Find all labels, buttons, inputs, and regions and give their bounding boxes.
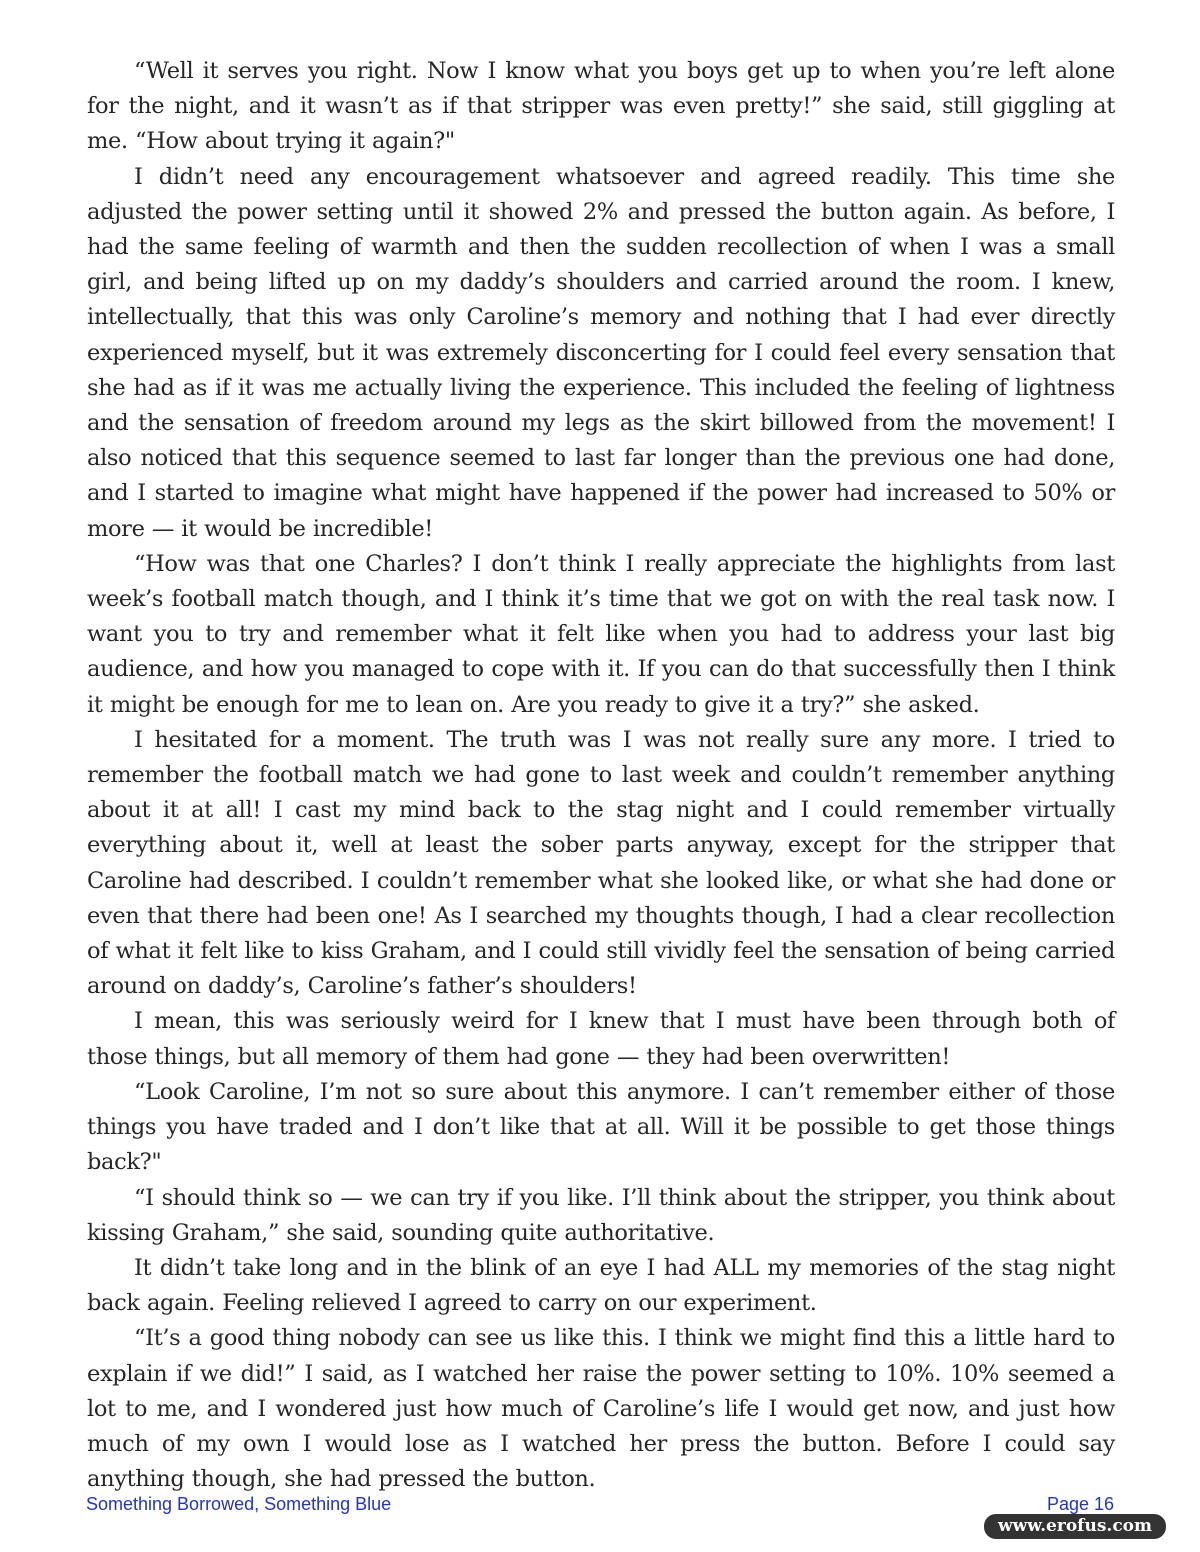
story-body: [87, 54, 1115, 1497]
paragraph: “Look Caroline, I’m not so sure about this anymore. I can’t remember either of those things you have traded and I don’t like that at all. Will it be possible to get those things back?": [87, 1078, 1115, 1176]
paragraph: “How was that one Charles? I don’t think I really appreciate the highlights from last week’s football match though, and I think it’s time that we got on with the real task now. I want you to try and remember what it felt like when you had to address your last big audience, and how you managed to cope with it. If you can do that successfully then I think it might be enough for me to lean on. Are you ready to give it a try?” she asked.: [87, 550, 1115, 718]
paragraph: “It’s a good thing nobody can see us like this. I think we might find this a little hard to explain if we did!” I said, as I watched her raise the power setting to 10%. 10% seemed a lot to me, and I wondered just how much of Caroline’s life I would get now, and just how much of my own I would lose as I watched her press the button. Before I could say anything though, she had pressed the button.: [87, 1325, 1115, 1493]
paragraph: “Well it serves you right. Now I know what you boys get up to when you’re left alone for the night, and it wasn’t as if that stripper was even pretty!” she said, still giggling at me. “How about trying it again?": [87, 58, 1115, 155]
paragraph: I mean, this was seriously weird for I knew that I must have been through both of those things, but all memory of them had gone — they had been overwritten!: [87, 1008, 1115, 1070]
site-watermark: www.erofus.com: [984, 1514, 1166, 1539]
paragraph: I hesitated for a moment. The truth was I was not really sure any more. I tried to remember the football match we had gone to last week and couldn’t remember anything about it at all! I cast my mind back to the stag night and I could remember virtually everything about it, well at least the sober parts anyway, except for the stripper that Caroline had described. I couldn’t remember what she looked like, or what she had done or even that there had been one! As I searched my thoughts though, I had a clear recollection of what it felt like to kiss Graham, and I could still vividly feel the sensation of being carried around on daddy’s, Caroline’s father’s shoulders!: [87, 726, 1115, 1000]
paragraph: “I should think so — we can try if you like. I’ll think about the stripper, you think about kissing Graham,” she said, sounding quite authoritative.: [87, 1184, 1115, 1246]
paragraph: It didn’t take long and in the blink of an eye I had ALL my memories of the stag night back again. Feeling relieved I agreed to carry on our experiment.: [87, 1254, 1115, 1317]
footer-book-title: Something Borrowed, Something Blue: [86, 1494, 392, 1514]
paragraph: I didn’t need any encouragement whatsoever and agreed readily. This time she adjusted the power setting until it showed 2% and pressed the button again. As before, I had the same feeling of warmth and then the sudden recollection of when I was a small girl, and being lifted up on my daddy’s shoulders and carried around the room. I knew, intellectually, that this was only Caroline’s memory and nothing that I had ever directly experienced myself, but it was extremely disconcerting for I could feel every sensation that she had as if it was me actually living the experience. This included the feeling of lightness and the sensation of freedom around my legs as the skirt billowed from the movement! I also noticed that this sequence seemed to last far longer than the previous one had done, and I started to imagine what might have happened if the power had increased to 50% or more — it would be incredible!: [87, 163, 1115, 542]
footer-page-number: Page 16: [1046, 1494, 1114, 1514]
